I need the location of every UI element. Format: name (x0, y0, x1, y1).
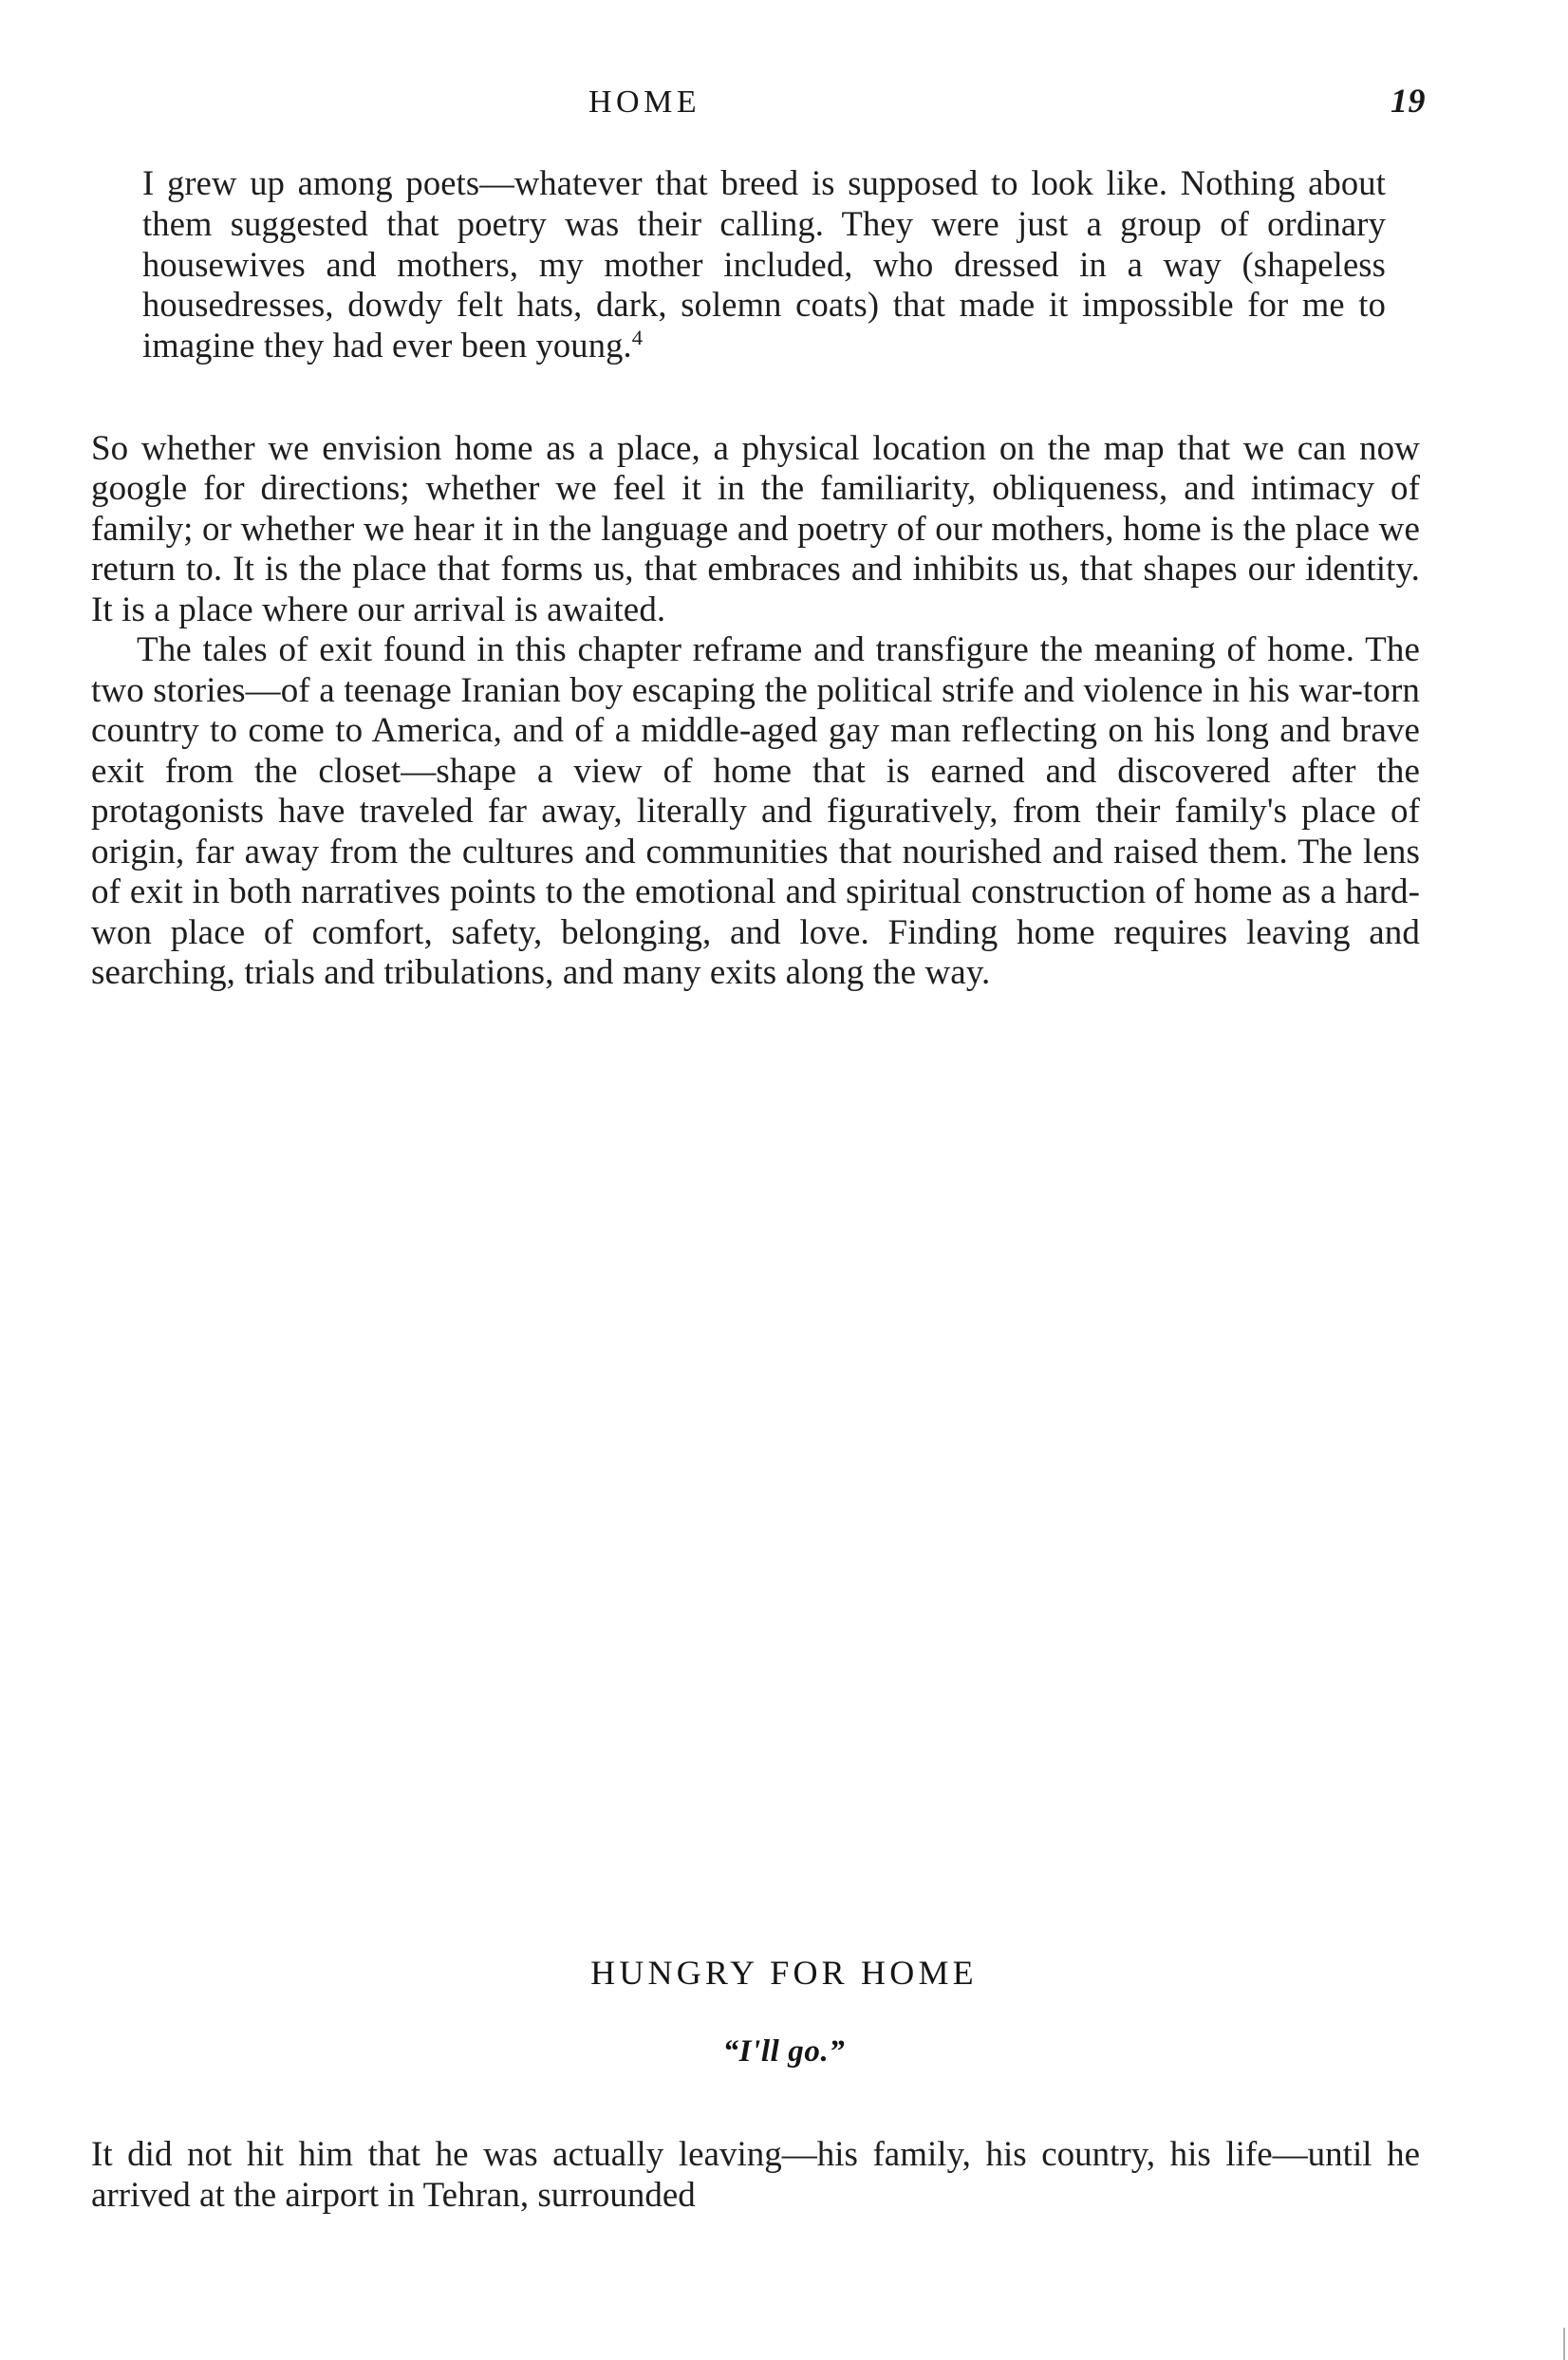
page-number: 19 (1391, 82, 1426, 120)
paragraph: The tales of exit found in this chapter reframe and transfigure the meaning of home. The two stories—of a teenage Iranian boy escaping the political strife and violence in his war-torn country to come to America, and of a middle-aged gay man reflecting on his long and brave exit from the closet—shape a view of home that is earned and discovered after the protagonists have traveled far away, literally and figuratively, from their family's place of origin, far away from the cultures and communities that nourished and raised them. The lens of exit in both narratives points to the emotional and spiritual construction of home as a hard-won place of comfort, safety, belonging, and love. Finding home requires leaving and searching, trials and tribulations, and many exits along the way. (91, 630, 1420, 993)
block-extract-text: I grew up among poets—whatever that breed is supposed to look like. Nothing about them suggested that poetry was their calling. They were just a group of ordinary housewives and mothers, my mother included, who dressed in a way (shapeless housedresses, dowdy felt hats, dark, solemn coats) that made it impossible for me to imagine they had ever been young. (142, 163, 1386, 365)
scan-edge-artifact (1563, 2328, 1565, 2360)
closing-text (91, 2135, 1420, 2216)
block-extract (142, 163, 1386, 366)
paragraph: So whether we envision home as a place, a physical location on the map that we can now google for directions; whether we feel it in the familiarity, obliqueness, and intimacy of family; or whether we hear it in the language and poetry of our mothers, home is the place we return to. It is the place that forms us, that embraces and inhibits us, that shapes our identity. It is a place where our arrival is awaited. (91, 428, 1420, 629)
body-text (91, 429, 1420, 994)
paragraph: It did not hit him that he was actually leaving—his family, his country, his life—until he arrived at the airport in Tehran, surrounded (91, 2135, 1420, 2215)
running-head (142, 81, 1426, 126)
footnote-reference: 4 (631, 326, 644, 350)
running-head-title: HOME (588, 84, 701, 120)
spacer (135, 366, 1421, 429)
section-heading: HUNGRY FOR HOME (590, 1954, 978, 1992)
text-frame (91, 163, 1421, 994)
section-subheading: “I'll go.” (722, 2034, 846, 2069)
